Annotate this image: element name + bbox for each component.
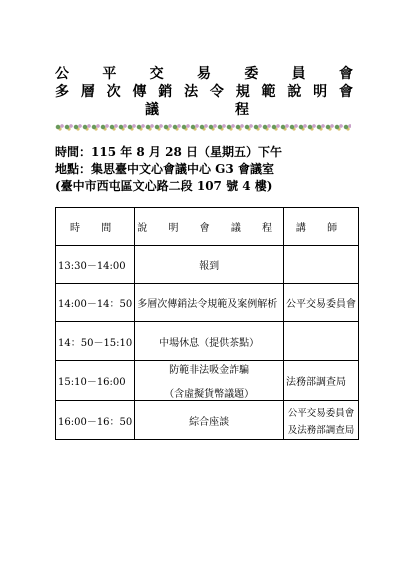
title-char: 會 — [338, 84, 353, 100]
title-char: 法 — [184, 84, 199, 100]
title-char: 公 — [55, 66, 69, 82]
title-event — [55, 84, 353, 100]
title-agenda — [145, 102, 249, 118]
title-char: 次 — [106, 84, 121, 100]
row-topic: 中場休息（提供茶點） — [135, 322, 284, 361]
event-time: 時間：115 年 8 月 28 日（星期五）下午 — [55, 145, 282, 159]
row-speaker — [284, 322, 359, 361]
row-speaker-line: 及法務部調查局 — [287, 424, 355, 436]
table-header-row — [56, 208, 359, 246]
row-topic-line: （含虛擬貨幣議題） — [164, 389, 255, 400]
event-address: (臺中市西屯區文心路二段 107 號 4 樓) — [55, 179, 273, 193]
row-topic: 多層次傳銷法令規範及案例解析 — [135, 284, 284, 322]
title-char: 銷 — [158, 84, 173, 100]
row-time: 16:00－16：50 — [56, 401, 135, 440]
title-char: 交 — [149, 66, 164, 82]
title-agency — [55, 66, 353, 82]
title-char: 明 — [313, 84, 328, 100]
title-char: 平 — [102, 66, 117, 82]
row-speaker: 法務部調查局 — [284, 361, 359, 401]
table-row — [56, 322, 359, 361]
row-speaker — [284, 401, 359, 440]
title-char: 員 — [291, 66, 306, 82]
title-char: 令 — [209, 84, 224, 100]
table-row — [56, 401, 359, 440]
table-row — [56, 361, 359, 401]
title-char: 規 — [235, 84, 250, 100]
row-topic — [135, 361, 284, 401]
title-char: 說 — [287, 84, 302, 100]
row-speaker-line: 公平交易委員會 — [287, 407, 355, 419]
event-place: 地點：集思臺中文心會議中心 G3 會議室 — [55, 162, 274, 176]
agenda-table — [55, 207, 359, 440]
header-time: 時 間 — [56, 208, 135, 246]
title-char: 議 — [145, 102, 159, 118]
title-char: 範 — [261, 84, 276, 100]
table-row — [56, 284, 359, 322]
row-time: 14：50－15:10 — [56, 322, 135, 361]
table-row — [56, 246, 359, 284]
title-char: 傳 — [132, 84, 147, 100]
title-char: 委 — [244, 66, 259, 82]
row-speaker — [284, 246, 359, 284]
row-topic: 綜合座談 — [135, 401, 284, 440]
title-char: 易 — [196, 66, 211, 82]
title-char: 層 — [80, 84, 95, 100]
title-char: 程 — [235, 102, 249, 118]
decorative-divider — [55, 123, 351, 131]
row-topic: 報到 — [135, 246, 284, 284]
header-speaker: 講 師 — [284, 208, 359, 246]
row-speaker: 公平交易委員會 — [284, 284, 359, 322]
row-time: 15:10－16:00 — [56, 361, 135, 401]
row-topic-line: 防範非法吸金詐騙 — [169, 365, 250, 376]
header-topic: 說 明 會 議 程 — [135, 208, 284, 246]
title-char: 多 — [55, 84, 69, 100]
title-char: 會 — [338, 66, 353, 82]
row-time: 14:00－14：50 — [56, 284, 135, 322]
row-time: 13:30－14:00 — [56, 246, 135, 284]
